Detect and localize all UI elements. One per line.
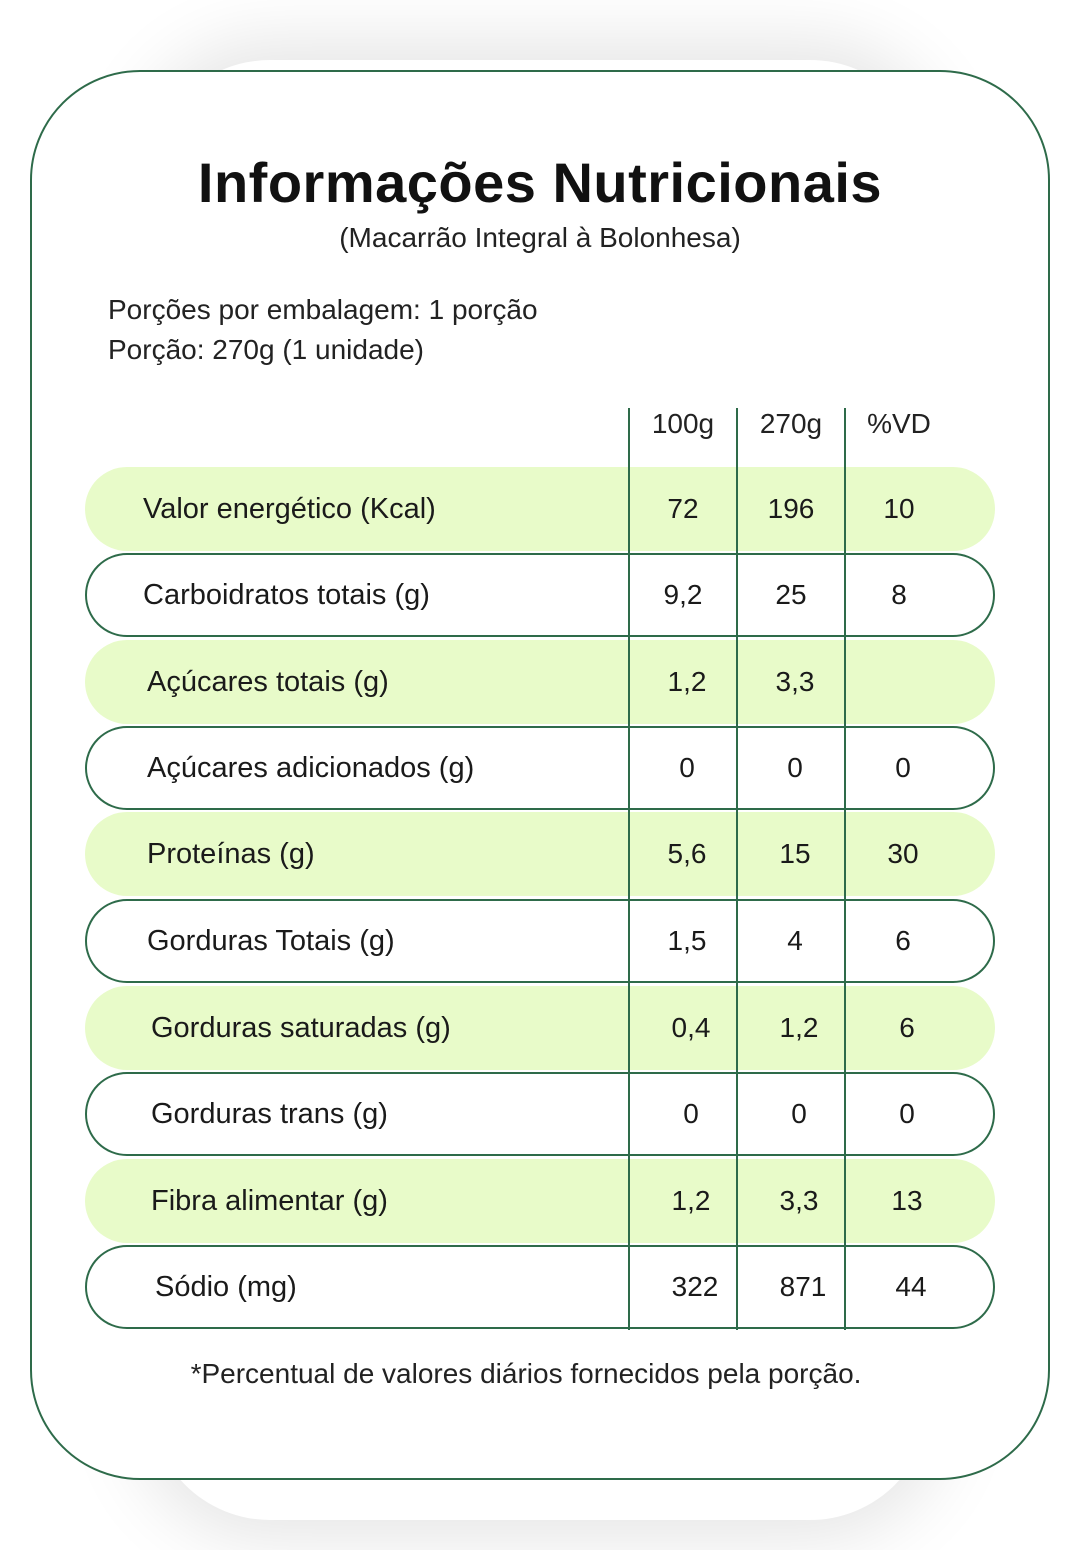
- nutrient-value-vd: 30: [887, 838, 919, 869]
- nutrient-label: Carboidratos totais (g): [143, 578, 430, 611]
- nutrient-value-100g: 9,2: [663, 579, 703, 610]
- product-subtitle: (Macarrão Integral à Bolonhesa): [339, 222, 741, 253]
- nutrient-value-270g: 196: [767, 493, 815, 524]
- nutrient-value-270g: 0: [787, 752, 803, 783]
- page-title: Informações Nutricionais: [197, 151, 883, 214]
- nutrient-label: Gorduras trans (g): [151, 1097, 388, 1130]
- portions-per-package: Porções por embalagem: 1 porção: [108, 294, 538, 325]
- nutrient-label: Açúcares adicionados (g): [147, 751, 475, 784]
- nutrient-value-100g: 5,6: [667, 838, 707, 869]
- nutrient-value-100g: 1,5: [667, 925, 707, 956]
- nutrient-value-270g: 15: [779, 838, 811, 869]
- nutrient-value-100g: 1,2: [671, 1185, 711, 1216]
- nutrient-value-100g: 0,4: [671, 1012, 711, 1043]
- nutrient-value-100g: 72: [667, 493, 699, 524]
- footnote: *Percentual de valores diários fornecidos pela porção.: [190, 1358, 862, 1389]
- nutrient-value-100g: 0: [683, 1098, 699, 1129]
- nutrient-value-100g: 1,2: [667, 666, 707, 697]
- nutrient-label: Fibra alimentar (g): [151, 1184, 388, 1217]
- nutrient-value-270g: 25: [775, 579, 807, 610]
- nutrient-value-vd: 6: [895, 925, 911, 956]
- column-header-100g: 100g: [651, 408, 715, 439]
- nutrient-label: Sódio (mg): [155, 1270, 297, 1303]
- nutrient-label: Valor energético (Kcal): [143, 492, 436, 525]
- nutrient-value-vd: 6: [899, 1012, 915, 1043]
- nutrient-value-vd: 8: [891, 579, 907, 610]
- nutrient-value-vd: 0: [895, 752, 911, 783]
- nutrient-value-vd: [849, 640, 957, 724]
- nutrient-value-100g: 0: [679, 752, 695, 783]
- nutrient-value-vd: 10: [883, 493, 915, 524]
- nutrient-label: Gorduras Totais (g): [147, 924, 395, 957]
- nutrient-value-100g: 322: [671, 1271, 719, 1302]
- nutrient-value-270g: 4: [787, 925, 803, 956]
- nutrient-value-270g: 1,2: [779, 1012, 819, 1043]
- nutrient-value-vd: 0: [899, 1098, 915, 1129]
- nutrient-value-270g: 3,3: [779, 1185, 819, 1216]
- column-header-vd: %VD: [867, 408, 931, 439]
- nutrient-value-270g: 3,3: [775, 666, 815, 697]
- nutrient-value-vd: 13: [891, 1185, 923, 1216]
- nutrient-value-vd: 44: [895, 1271, 927, 1302]
- nutrient-label: Proteínas (g): [147, 837, 315, 870]
- nutrient-value-270g: 871: [779, 1271, 827, 1302]
- portion-size: Porção: 270g (1 unidade): [108, 334, 424, 365]
- nutrient-label: Gorduras saturadas (g): [151, 1011, 451, 1044]
- nutrient-value-270g: 0: [791, 1098, 807, 1129]
- column-header-270g: 270g: [759, 408, 823, 439]
- nutrient-label: Açúcares totais (g): [147, 665, 389, 698]
